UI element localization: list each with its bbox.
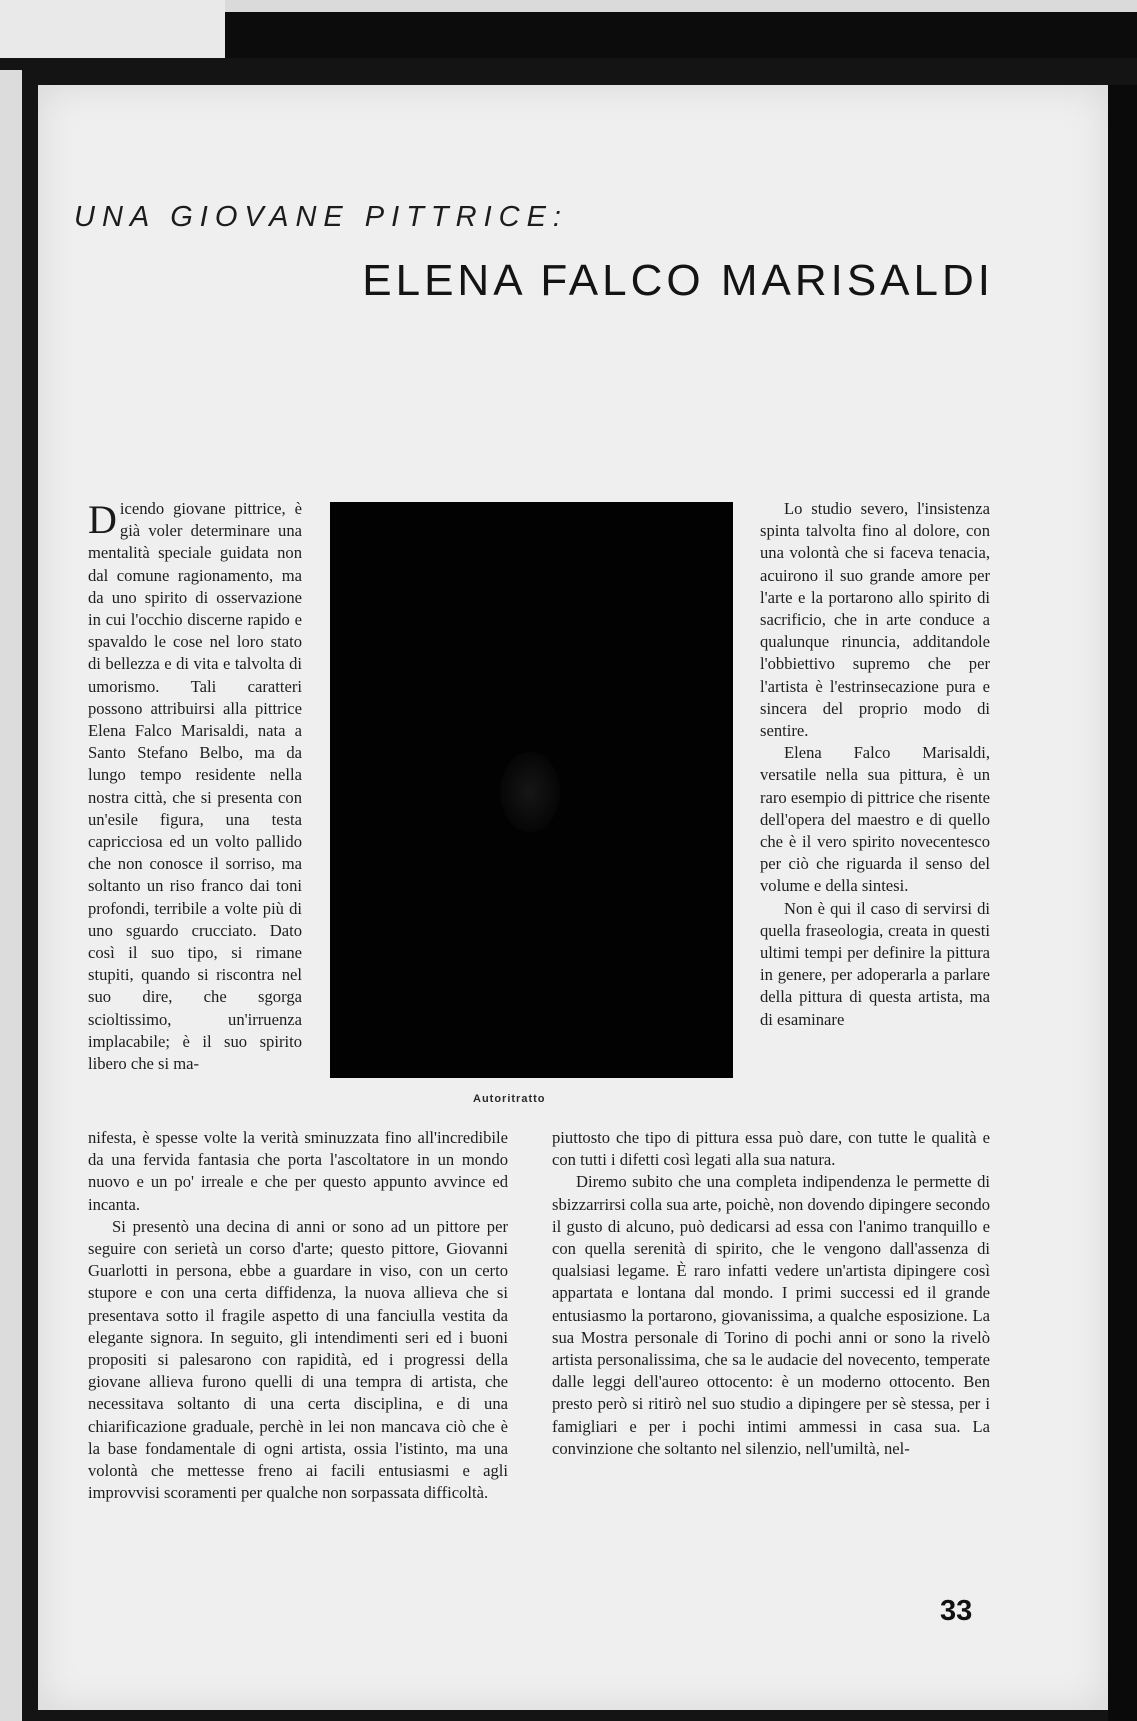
- page-number: 33: [940, 1595, 973, 1627]
- self-portrait-image: [330, 502, 733, 1078]
- text-column-left: [88, 498, 302, 1075]
- scan-top-band: [225, 0, 1137, 12]
- paragraph-continuation: piuttosto che tipo di pittura essa può dare, con tutte le qualità e con tutti i difetti così legati alla sua natura.: [552, 1128, 990, 1170]
- scan-right-edge: [1108, 85, 1137, 1721]
- intro-paragraph-text: icendo giovane pittrice, è già voler determinare una mentalità speciale guidata non dal comune ragionamento, ma da uno spirito di osservazione in cui l'occhio discerne rapido e spavaldo le cose nel loro stato di bellezza e di vita e talvolta di umorismo. Tali caratteri possono attribuirsi alla pittrice Elena Falco Marisaldi, nata a Santo Stefano Belbo, ma da lungo tempo residente nella nostra città, che si presenta con un'esile figura, una testa capricciosa ed un volto pallido che non conosce il sorriso, ma soltanto un riso franco dai toni profondi, terribile a volte più di uno sguardo crucciato. Dato così il suo tipo, si rimane stupiti, quando si riscontra nel suo dire, che sgorga scioltissimo, un'irruenza implacabile; è il suo spirito libero che si ma-: [88, 499, 302, 1074]
- scan-top-left-margin: [0, 0, 225, 58]
- text-column-right: [760, 498, 990, 1031]
- scan-left-margin: [0, 70, 22, 1721]
- paragraph: Non è qui il caso di servirsi di quella fraseologia, creata in questi ultimi tempi per definire la pittura in genere, per adoperarla a parlare della pittura di questa artista, ma di esaminare: [760, 898, 990, 1029]
- drop-cap: D: [88, 497, 117, 542]
- text-column-bottom-left: [88, 1127, 508, 1504]
- paragraph-continuation: nifesta, è spesse volte la verità sminuzzata fino all'incredibile da una fervida fantasia che porta l'ascoltatore in un mondo nuovo e un po' irreale e che per questo appunto avvince ed incanta.: [88, 1128, 508, 1214]
- article-title: ELENA FALCO MARISALDI: [362, 256, 994, 305]
- article-subtitle: UNA GIOVANE PITTRICE:: [74, 201, 568, 233]
- paragraph: Lo studio severo, l'insistenza spinta talvolta fino al dolore, con una volontà che si faceva tenacia, acuirono il suo grande amore per l'arte e la portarono allo spirito di sacrificio, che in arte conduce a qualunque rinuncia, additandole l'obbiettivo supremo che per l'artista è l'estrinsecazione pura e sincera del proprio modo di sentire.: [760, 499, 990, 741]
- text-column-bottom-right: [552, 1127, 990, 1460]
- paragraph: Diremo subito che una completa indipendenza le permette di sbizzarrirsi colla sua arte, poichè, non dovendo dipingere secondo il gusto di alcuno, può dedicarsi ad essa con l'animo tranquillo e con quella serenità di spirito, che le vengono dall'assenza di qualsiasi legame. È raro infatti vedere un'artista dipingere così appartata e lontana dal mondo. I primi successi ed il grande entusiasmo la portarono, giovanissima, a qualche esposizione. La sua Mostra personale di Torino di pochi anni or sono la rivelò artista personalissima, che sa le audacie del novecento, temperate dalle leggi dell'aureo ottocento: è un moderno ottocento. Ben presto però si ritirò nel suo studio a dipingere per sè stessa, per i famigliari e per i pochi intimi ammessi in casa sua. La convinzione che soltanto nel silenzio, nell'umiltà, nel-: [552, 1172, 990, 1458]
- intro-paragraph: [88, 498, 302, 1075]
- image-caption: Autoritratto: [473, 1093, 546, 1105]
- portrait-figure: [500, 752, 560, 832]
- paragraph: Elena Falco Marisaldi, versatile nella sua pittura, è un raro esempio di pittrice che risente dell'opera del maestro e di quello che è il vero spirito novecentesco per ciò che riguarda il senso del volume e della sintesi.: [760, 743, 990, 896]
- paragraph: Si presentò una decina di anni or sono ad un pittore per seguire con serietà un corso d'arte; questo pittore, Giovanni Guarlotti in persona, ebbe a guardare in viso, con un certo stupore e con una certa diffidenza, la nuova allieva che si presentava sotto il fragile aspetto di una fanciulla vestita da elegante signora. In seguito, gli intendimenti seri ed i buoni propositi si palesarono con rapidità, ed i progressi della giovane allieva furono quelli di una tempra di artista, che necessitava soltanto di una certa disciplina, e di una chiarificazione graduale, perchè in lei non mancava ciò che è la base fondamentale di ogni artista, ossia l'istinto, ma una volontà che mettesse freno ai facili entusiasmi e agli improvvisi scoramenti per qualche non sorpassata difficoltà.: [88, 1216, 508, 1503]
